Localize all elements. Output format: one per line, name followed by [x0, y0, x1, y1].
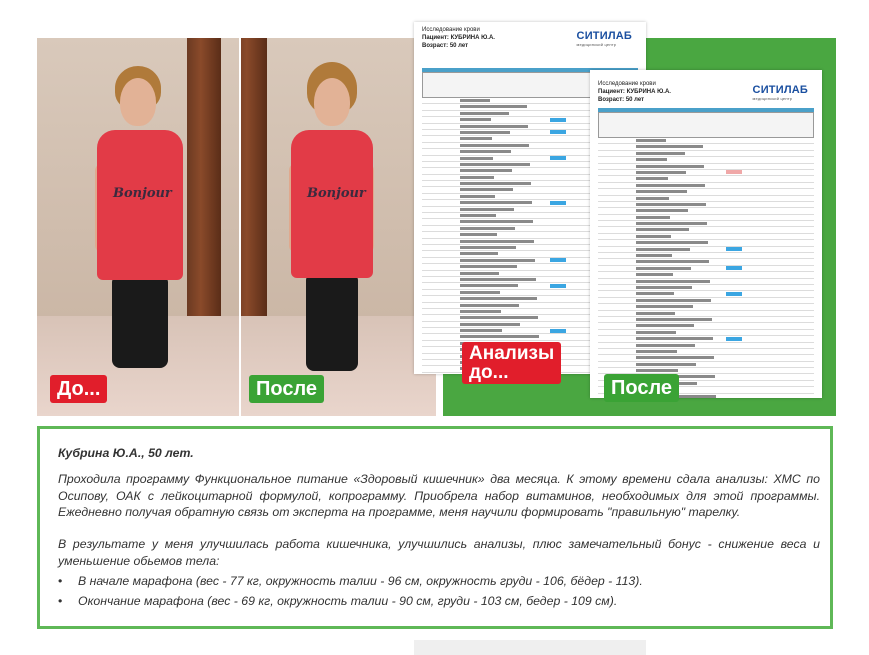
- citilab-logo: СИТИЛАБ медицинский центр: [752, 84, 808, 101]
- shirt-print: Bonjour: [307, 186, 366, 201]
- sheet-title: Исследование крови: [598, 81, 656, 87]
- before-photo: [37, 38, 239, 416]
- analysis-table-after: [598, 108, 814, 398]
- list-item: • В начале марафона (вес - 77 кг, окружность талии - 96 см, окружность груди - 106, бёдер - 113).: [58, 574, 643, 588]
- analysis-before-label: Анализы до...: [462, 342, 561, 384]
- sheet-patient: Пациент: КУБРИНА Ю.А.: [422, 35, 495, 41]
- testimonial-paragraph-2: В результате у меня улучшилась работа кишечника, улучшились анализы, плюс замечательный бонус - снижение веса и уменьшение обьемов тела:: [58, 537, 820, 568]
- before-label: До...: [50, 375, 107, 403]
- bottom-sheet-fragment: [414, 640, 646, 655]
- list-item: • Окончание марафона (вес - 69 кг, окружность талии - 90 см, груди - 103 см, бедер - 109 см).: [58, 594, 618, 608]
- after-label: После: [249, 375, 324, 403]
- after-photo: [241, 38, 436, 416]
- sheet-header: [598, 80, 671, 104]
- testimonial-paragraph-1: Проходила программу Функциональное питание «Здоровый кишечник» два месяца. К этому времени сдала анализы: ХМС по Осипову, ОАК с лейкоцитарной формулой, копрограмму. Приобрела набор витаминов, необходимых для этой программы. Ежедневно получая обратную связь от эксперта на программе, меня научили формировать "правильную" тарелку.: [58, 472, 820, 519]
- sheet-age: Возраст: 50 лет: [598, 97, 645, 103]
- analysis-after-label: После: [604, 374, 679, 402]
- sheet-header: [422, 26, 495, 50]
- shirt-print: Bonjour: [113, 186, 172, 201]
- analysis-sheet-after: [590, 70, 822, 398]
- testimonial-box: [37, 426, 833, 629]
- sheet-title: Исследование крови: [422, 27, 480, 33]
- citilab-logo: СИТИЛАБ медицинский центр: [576, 30, 632, 47]
- sheet-patient: Пациент: КУБРИНА Ю.А.: [598, 89, 671, 95]
- sheet-age: Возраст: 50 лет: [422, 43, 469, 49]
- testimonial-name: Кубрина Ю.А., 50 лет.: [58, 446, 194, 460]
